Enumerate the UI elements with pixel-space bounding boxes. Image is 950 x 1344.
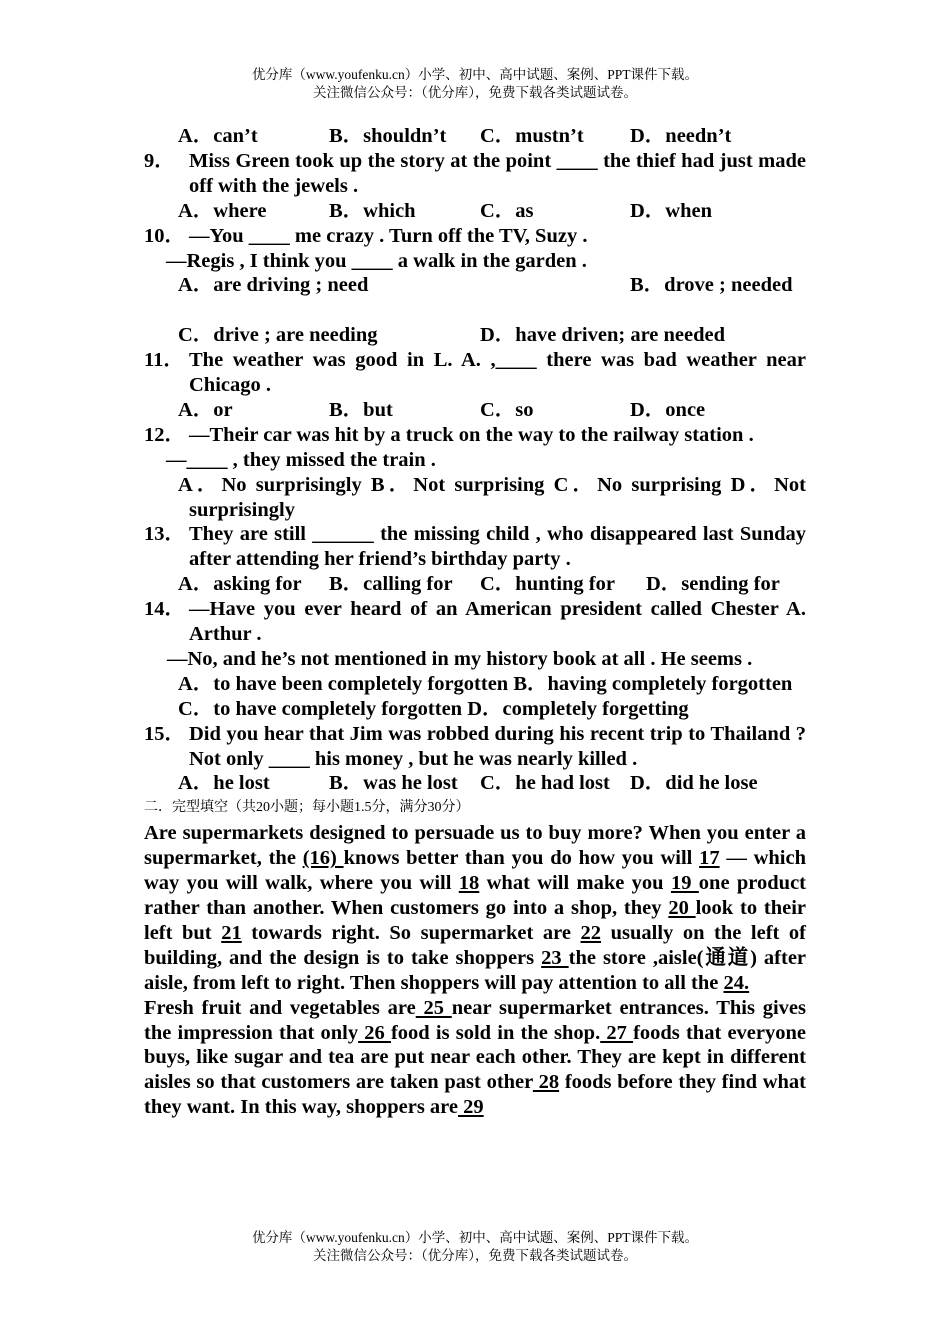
blank-23: 23 [541,946,569,969]
passage-text: knows better than you do how you will [343,847,700,870]
q14-options-ab: A．to have been completely forgotten B．having completely forgotten [178,672,793,695]
footer-line-2: 关注微信公众号：（优分库），免费下载各类试题试卷。 [313,1248,637,1263]
blank-16: (16) [302,847,344,870]
blank-27: 27 [600,1021,634,1044]
blank-19: 19 [670,872,699,895]
q10-option-a: A．are driving ; need [178,274,369,297]
passage-text: towards right. So supermarket are [241,921,581,944]
q8-option-a: A．can’t [178,125,258,147]
passage-paragraph-1 [144,821,806,995]
question-13 [144,522,806,572]
question-stem: Did you hear that Jim was robbed during his recent trip to Thailand ? Not only ____ his money , but he was nearly killed . [189,722,806,770]
q13-option-b: B．calling for [329,573,453,596]
blank-20: 20 [668,896,696,919]
q9-options [144,199,806,224]
q13-option-a: A．asking for [178,573,302,596]
q11-option-a: A．or [178,398,233,421]
question-stem: Miss Green took up the story at the point ____ the thief had just made off with the jewels . [189,149,806,197]
q10-option-c: C．drive ; are needing [178,324,378,347]
question-stem: They are still ______ the missing child , who disappeared last Sunday after attending her friend’s birthday party . [189,523,806,571]
q13-option-c: C．hunting for [480,573,615,596]
q11-option-c: C．so [480,398,534,421]
footer-line-1: 优分库（www.youfenku.cn）小学、初中、高中试题、案例、PPT课件下载。 [251,1230,699,1245]
q15-option-a: A．he lost [178,772,270,795]
question-stem: —Have you ever heard of an American president called Chester A. Arthur . [189,598,806,646]
q10-options-ab [144,273,806,298]
passage-text: near supermarket entrances. This gives the impression that only [144,996,807,1044]
q13-options [144,572,806,597]
question-number: 14． [144,598,185,621]
q15-option-d: D．did he lose [630,772,758,795]
question-number: 13． [144,523,185,546]
q15-options [144,771,806,796]
page-header [0,66,950,102]
passage-paragraph-2 [144,996,806,1121]
question-number: 15． [144,722,185,745]
question-14 [144,597,806,647]
blank-17: 17 [699,847,720,870]
q8-option-d: D．needn’t [630,125,732,147]
page-footer [0,1229,950,1265]
q8-options [144,124,806,149]
q15-option-c: C．he had lost [480,772,610,795]
question-stem: The weather was good in L. A. ,____ there was bad weather near Chicago . [189,349,806,396]
passage-text: — which way you will walk, where you will [144,847,806,895]
blank-26: 26 [358,1021,391,1044]
q10-option-b: B．drove ; needed [630,274,793,297]
q9-option-a: A．where [178,199,267,222]
spacer-line [144,298,806,323]
passage-text: Fresh fruit and vegetables are [144,996,416,1019]
passage-text: what will make you [479,872,671,895]
q11-options [144,398,806,423]
question-stem: —You ____ me crazy . Turn off the TV, Suzy . [189,224,588,247]
blank-29: 29 [458,1096,484,1119]
question-stem: —Their car was hit by a truck on the way to the railway station . [189,423,754,446]
header-line-1: 优分库（www.youfenku.cn）小学、初中、高中试题、案例、PPT课件下载。 [251,67,699,82]
q15-option-b: B．was he lost [329,772,458,795]
q11-option-d: D．once [630,398,706,421]
q11-option-b: B．but [329,398,393,421]
q9-option-c: C．as [480,199,534,222]
question-15 [144,722,806,772]
header-line-2: 关注微信公众号：（优分库），免费下载各类试题试卷。 [313,85,637,100]
blank-21: 21 [221,921,242,944]
passage-text: the store ,aisle(通道) after aisle, from left to right. Then shoppers will pay attention to all the [144,946,807,994]
passage-text: foods that everyone buys, like sugar and tea are put near each other. They are kept in different aisles so that customers are taken past other [144,1021,807,1094]
q9-option-d: D．when [630,199,713,222]
q8-option-c: C．mustn’t [480,125,584,147]
q9-option-b: B．which [329,199,416,222]
section-2-title: 二．完型填空（共20小题；每小题1.5分，满分30分） [144,800,470,816]
q14-options-cd: C．to have completely forgotten D．completely forgetting [178,697,689,720]
question-number: 10． [144,224,185,247]
blank-24: 24. [723,971,750,994]
passage-text: one product rather than another. When customers go into a shop, they [144,872,807,919]
question-10-reply: —Regis , I think you ____ a walk in the garden . [166,249,587,272]
question-14-reply: —No, and he’s not mentioned in my history book at all . He seems . [167,647,753,670]
q10-option-d: D．have driven; are needed [480,324,726,347]
blank-28: 28 [532,1071,560,1094]
passage-text: foods before they find what they want. In this way, shoppers are [144,1071,806,1119]
blank-18: 18 [458,872,480,895]
question-number: 11． [144,349,184,372]
passage-text: usually on the left of building, and the design is to take shoppers [144,921,806,969]
question-9 [144,149,806,199]
passage-text: look to their left but [144,896,806,944]
exam-content [144,124,806,1120]
question-11 [144,348,806,398]
q12-options: A．No surprisingly B．Not surprising C．No surprising D．Not surprisingly [178,473,806,521]
question-number: 9． [144,149,175,172]
blank-25: 25 [415,996,452,1019]
q13-option-d: D．sending for [646,573,780,596]
question-12-reply: —____ , they missed the train . [166,448,436,471]
blank-22: 22 [580,921,602,944]
q8-option-b: B．shouldn’t [329,125,447,147]
question-number: 12． [144,423,185,446]
passage-text: food is sold in the shop. [390,1021,601,1044]
question-12 [144,423,806,448]
q10-options-cd [144,323,806,348]
passage-text: Are supermarkets designed to persuade us to buy more? When you enter a supermarket, the [144,822,806,870]
question-10 [144,224,806,249]
